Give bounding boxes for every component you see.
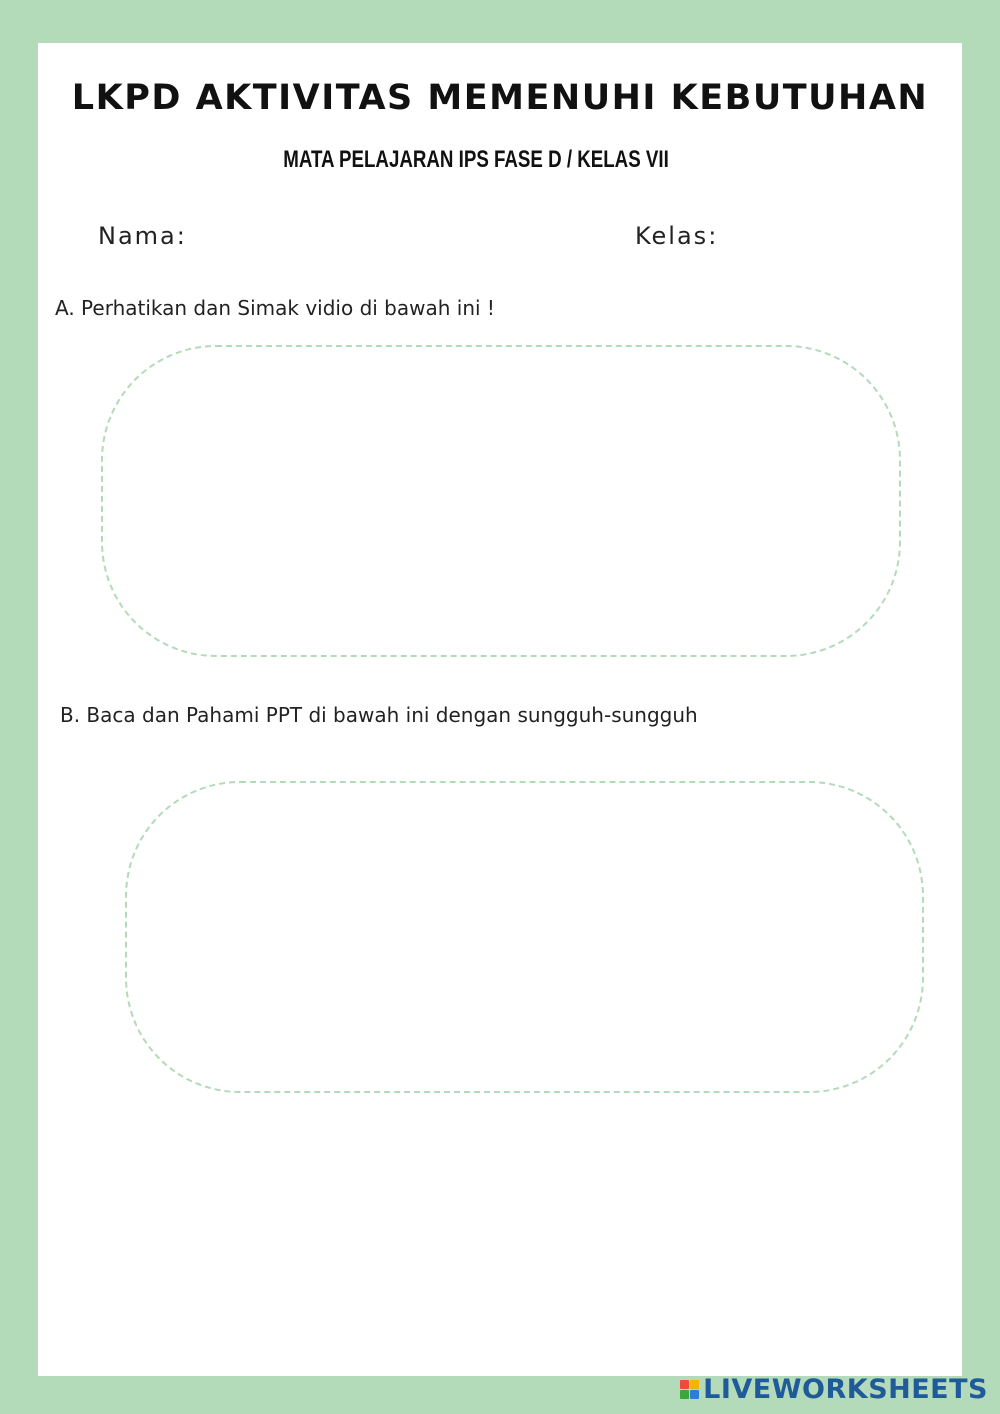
video-embed-area[interactable] (101, 345, 901, 657)
class-label: Kelas: (635, 222, 719, 250)
logo-square (680, 1390, 689, 1399)
liveworksheets-logo-icon (680, 1380, 699, 1399)
worksheet-title: LKPD AKTIVITAS MEMENUHI KEBUTUHAN (71, 78, 929, 118)
liveworksheets-brand: LIVEWORKSHEETS (703, 1374, 988, 1405)
logo-square (680, 1380, 689, 1389)
logo-square (690, 1390, 699, 1399)
name-label: Nama: (98, 222, 187, 250)
section-a-instruction: A. Perhatikan dan Simak vidio di bawah ini ! (55, 296, 495, 320)
ppt-embed-area[interactable] (125, 781, 924, 1093)
worksheet-subtitle: MATA PELAJARAN IPS FASE D / KELAS VII (283, 146, 669, 173)
logo-square (690, 1380, 699, 1389)
section-b-instruction: B. Baca dan Pahami PPT di bawah ini dengan sungguh-sungguh (60, 703, 698, 727)
liveworksheets-watermark (680, 1374, 988, 1405)
